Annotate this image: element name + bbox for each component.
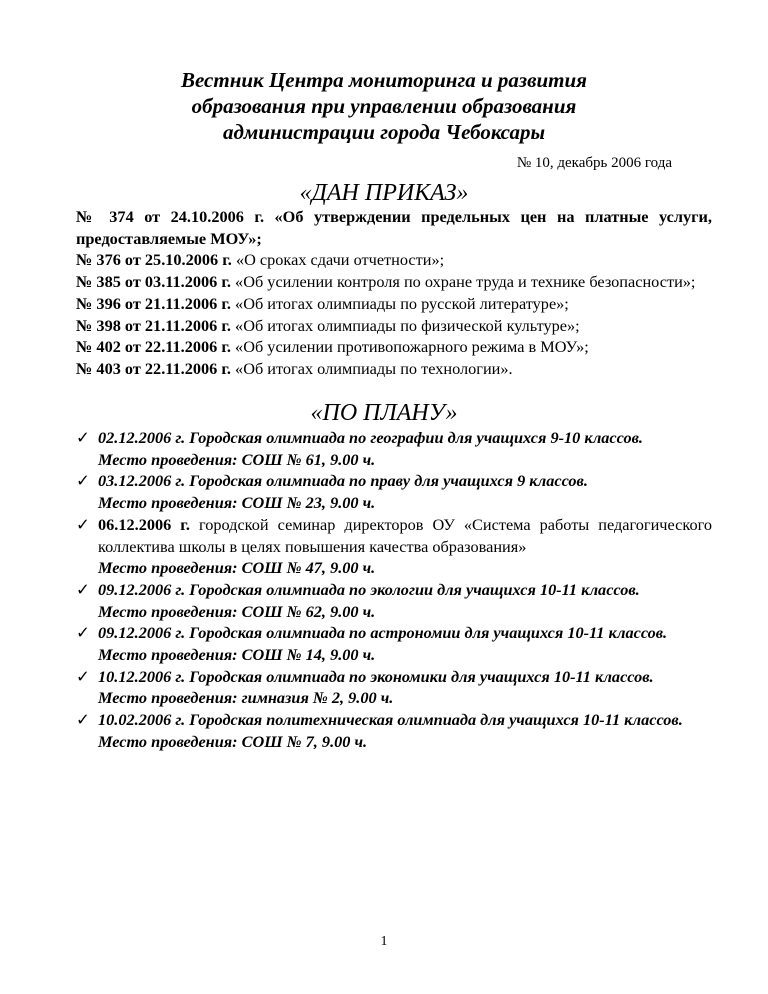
order-text: «Об итогах олимпиады по русской литературе»;: [230, 293, 569, 313]
plan-item-text: 03.12.2006 г. Городская олимпиада по праву для учащихся 9 классов.: [98, 471, 588, 491]
order-item: [76, 315, 712, 337]
plan-item-place: Место проведения: СОШ № 23, 9.00 ч.: [98, 493, 376, 513]
order-ref: № 402 от 22.11.2006 г.: [76, 337, 231, 357]
plan-item-date: 06.12.2006 г.: [98, 514, 190, 534]
plan-item-place: Место проведения: СОШ № 7, 9.00 ч.: [98, 731, 368, 751]
order-item: [76, 249, 712, 271]
plan-heading: «ПО ПЛАНУ»: [310, 400, 458, 426]
order-ref: № 403 от 22.11.2006 г.: [76, 358, 231, 378]
plan-item-text: 10.12.2006 г. Городская олимпиада по экономики для учащихся 10-11 классов.: [98, 666, 654, 686]
checkmark-icon: ✓: [76, 514, 90, 534]
plan-item: [76, 427, 712, 470]
checkmark-icon: ✓: [76, 666, 90, 686]
checkmark-icon: ✓: [76, 471, 90, 491]
plan-item-text: 09.12.2006 г. Городская олимпиада по астрономии для учащихся 10-11 классов.: [98, 623, 668, 643]
order-text: «Об утверждении предельных цен на платные услуги, предоставляемые МОУ»;: [76, 207, 712, 248]
bulletin-title: [0, 67, 768, 145]
order-ref: № 374 от 24.10.2006 г.: [76, 207, 265, 226]
order-text: «О сроках сдачи отчетности»;: [231, 250, 445, 270]
order-ref: № 398 от 21.11.2006 г.: [76, 315, 231, 335]
order-item: [76, 206, 712, 249]
plan-item: [76, 666, 712, 709]
orders-list: [76, 206, 712, 380]
plan-item: [76, 579, 712, 622]
order-ref: № 396 от 21.11.2006 г.: [76, 293, 231, 313]
title-line: Вестник Центра мониторинга и развития: [181, 68, 587, 92]
issue-info: № 10, декабрь 2006 года: [516, 155, 672, 171]
plan-item-text: 10.02.2006 г. Городская политехническая олимпиада для учащихся 10-11 классов.: [98, 710, 683, 730]
page-number: 1: [380, 934, 388, 949]
checkmark-icon: ✓: [76, 710, 90, 730]
order-item: [76, 271, 712, 293]
plan-item: [76, 622, 712, 665]
plan-item-place: Место проведения: гимназия № 2, 9.00 ч.: [98, 688, 394, 708]
plan-item: [76, 470, 712, 513]
title-line: администрации города Чебоксары: [222, 120, 546, 144]
plan-item-place: Место проведения: СОШ № 62, 9.00 ч.: [98, 601, 376, 621]
checkmark-icon: ✓: [76, 623, 90, 643]
plan-item: [76, 514, 712, 579]
plan-item: [76, 709, 712, 752]
plan-item-place: Место проведения: СОШ № 14, 9.00 ч.: [98, 645, 376, 665]
checkmark-icon: ✓: [76, 428, 90, 447]
order-item: [76, 358, 712, 380]
order-item: [76, 336, 712, 358]
order-item: [76, 293, 712, 315]
order-ref: № 376 от 25.10.2006 г.: [76, 250, 232, 270]
orders-heading: «ДАН ПРИКАЗ»: [299, 180, 469, 206]
plan-item-description: городской семинар директоров ОУ «Система работы педагогического коллектива школы в целях повышения качества образования»: [98, 514, 712, 556]
title-line: образования при управлении образования: [191, 94, 577, 118]
plan-list: [76, 427, 712, 753]
plan-item-text: 09.12.2006 г. Городская олимпиада по экологии для учащихся 10-11 классов.: [98, 579, 640, 599]
checkmark-icon: ✓: [76, 579, 90, 599]
order-text: «Об усилении противопожарного режима в МОУ»;: [230, 337, 589, 357]
plan-item-text: [98, 514, 712, 557]
order-ref: № 385 от 03.11.2006 г.: [76, 272, 231, 292]
order-text: «Об усилении контроля по охране труда и технике безопасности»;: [230, 272, 696, 292]
plan-item-text: 02.12.2006 г. Городская олимпиада по географии для учащихся 9-10 классов.: [98, 428, 643, 447]
order-text: «Об итогах олимпиады по физической культуре»;: [230, 315, 580, 335]
plan-item-place: Место проведения: СОШ № 47, 9.00 ч.: [98, 558, 376, 578]
order-text: «Об итогах олимпиады по технологии».: [230, 358, 513, 378]
plan-item-place: Место проведения: СОШ № 61, 9.00 ч.: [98, 449, 376, 469]
